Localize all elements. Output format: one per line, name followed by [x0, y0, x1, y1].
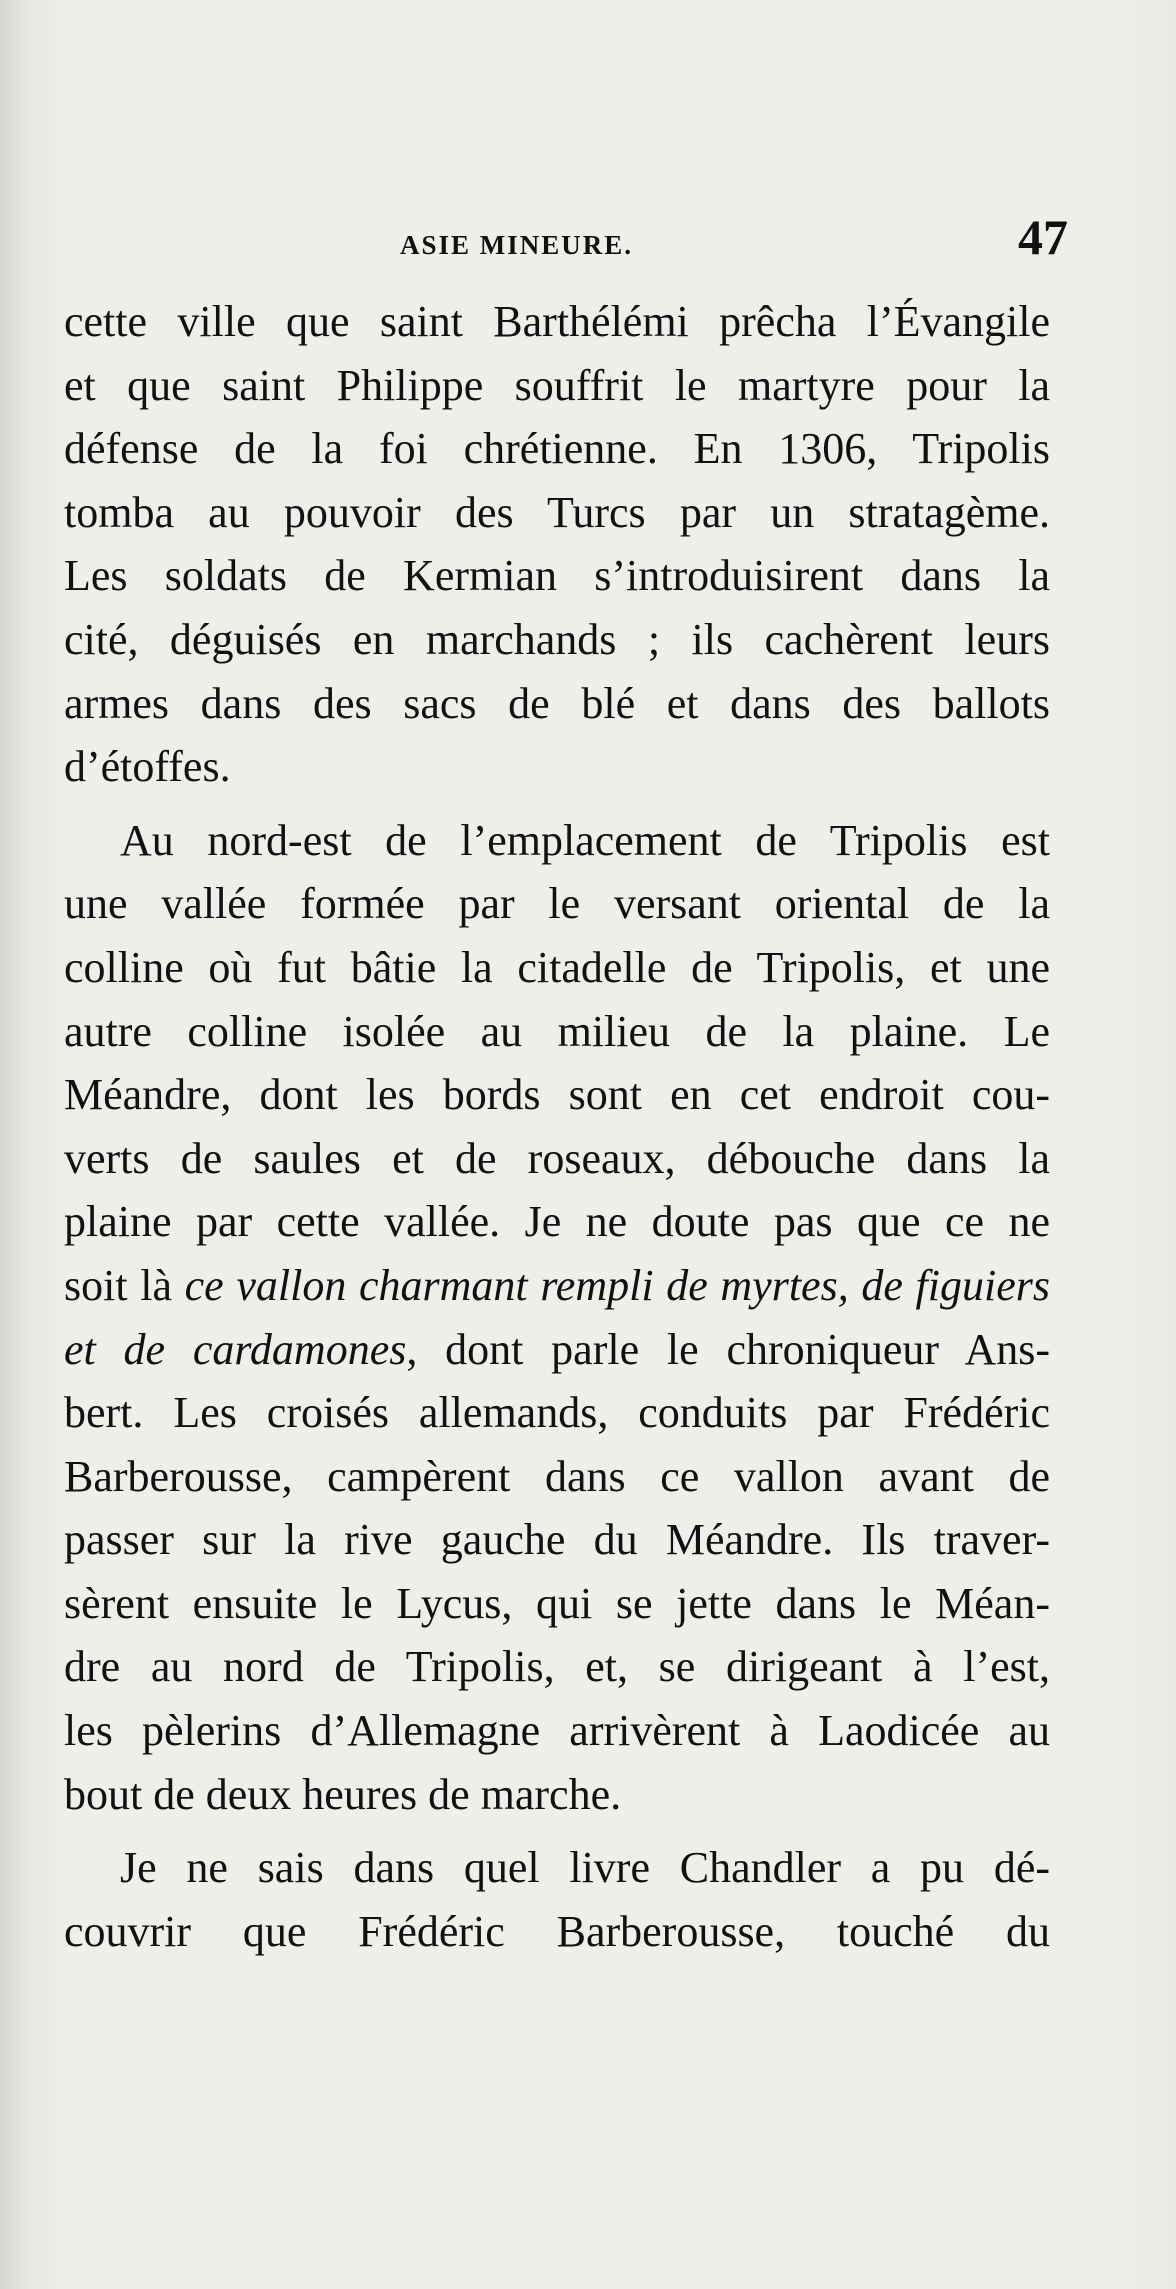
text-line: et que saint Philippe souffrit le martyre pour la: [64, 360, 1050, 410]
text-line: une vallée formée par le versant oriental de la: [64, 879, 1050, 929]
body-text: [64, 290, 1050, 1963]
text-line: armes dans des sacs de blé et dans des ballots: [64, 678, 1050, 728]
paragraph-2: [64, 809, 1050, 1827]
text-line: d’étoffes.: [64, 742, 231, 792]
paragraph-3: [64, 1836, 1050, 1963]
text-line: verts de saules et de roseaux, débouche dans la: [64, 1133, 1050, 1183]
text-line-roman: soit là: [64, 1260, 185, 1310]
paragraph-1: [64, 290, 1050, 799]
text-line: Les soldats de Kermian s’introduisirent dans la: [64, 551, 1050, 601]
text-line: plaine par cette vallée. Je ne doute pas que ce ne: [64, 1197, 1050, 1247]
text-line: tomba au pouvoir des Turcs par un stratagème.: [64, 487, 1050, 537]
text-line-italic: et de cardamones: [64, 1324, 407, 1374]
text-line: dre au nord de Tripolis, et, se dirigeant à l’est,: [64, 1642, 1050, 1692]
text-line: Méandre, dont les bords sont en cet endroit cou-: [64, 1070, 1050, 1120]
text-line-mixed: [64, 1254, 1050, 1318]
text-line: autre colline isolée au milieu de la plaine. Le: [64, 1006, 1050, 1056]
text-line: Je ne sais dans quel livre Chandler a pu dé-: [120, 1843, 1050, 1893]
text-line: sèrent ensuite le Lycus, qui se jette dans le Méan-: [64, 1578, 1050, 1628]
text-line: les pèlerins d’Allemagne arrivèrent à Laodicée au: [64, 1706, 1050, 1756]
text-line: Au nord-est de l’emplacement de Tripolis est: [120, 815, 1050, 865]
text-line: colline où fut bâtie la citadelle de Tripolis, et une: [64, 942, 1050, 992]
text-line: cette ville que saint Barthélémi prêcha l’Évangile: [64, 297, 1050, 346]
running-head: [60, 208, 1068, 268]
text-line-mixed: [64, 1318, 1050, 1382]
text-line-italic: ce vallon charmant rempli de myrtes, de figuiers: [184, 1260, 1051, 1310]
text-line: Barberousse, campèrent dans ce vallon avant de: [64, 1451, 1050, 1501]
text-line: bout de deux heures de marche.: [64, 1769, 622, 1819]
text-line: défense de la foi chrétienne. En 1306, Tripolis: [64, 424, 1050, 474]
page-number: 47: [1018, 209, 1068, 265]
text-line: cité, déguisés en marchands ; ils cachèrent leurs: [64, 614, 1050, 664]
text-line: couvrir que Frédéric Barberousse, touché du: [64, 1906, 1050, 1956]
text-line-roman: , dont parle le chroniqueur Ans-: [406, 1324, 1050, 1374]
text-line: passer sur la rive gauche du Méandre. Ils traver-: [64, 1515, 1050, 1565]
text-line: bert. Les croisés allemands, conduits par Frédéric: [64, 1388, 1050, 1438]
running-head-title: ASIE MINEURE.: [400, 230, 634, 260]
